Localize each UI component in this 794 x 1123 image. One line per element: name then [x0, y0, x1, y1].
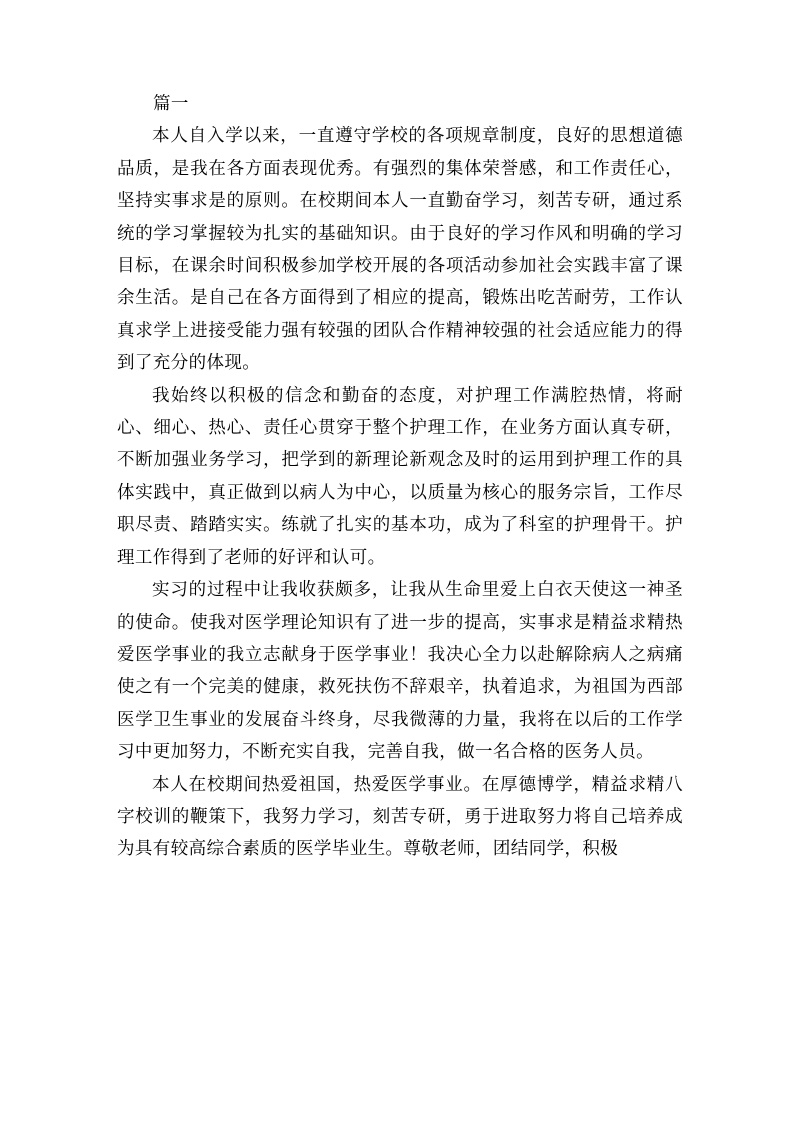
paragraph-4: 本人在校期间热爱祖国，热爱医学事业。在厚德博学，精益求精八字校训的鞭策下，我努力学习，刻苦专研，勇于进取努力将自己培养成为具有较高综合素质的医学毕业生。尊敬老师，团结同学，积极	[117, 774, 683, 860]
paragraph-1: 本人自入学以来，一直遵守学校的各项规章制度，良好的思想道德品质，是我在各方面表现优秀。有强烈的集体荣誉感，和工作责任心，坚持实事求是的原则。在校期间本人一直勤奋学习，刻苦专研，通过系统的学习掌握较为扎实的基础知识。由于良好的学习作风和明确的学习目标，在课余时间积极参加学校开展的各项活动参加社会实践丰富了课余生活。是自己在各方面得到了相应的提高，锻炼出吃苦耐劳，工作认真求学上进接受能力强有较强的团队合作精神较强的社会适应能力的得到了充分的体现。	[117, 126, 683, 374]
paragraph-3: 实习的过程中让我收获颇多，让我从生命里爱上白衣天使这一神圣的使命。使我对医学理论知识有了进一步的提高，实事求是精益求精热爱医学事业的我立志献身于医学事业！我决心全力以赴解除病人之病痛使之有一个完美的健康，救死扶伤不辞艰辛，执着追求，为祖国为西部医学卫生事业的发展奋斗终身，尽我微薄的力量，我将在以后的工作学习中更加努力，不断充实自我，完善自我，做一名合格的医务人员。	[117, 580, 683, 763]
paragraph-2: 我始终以积极的信念和勤奋的态度，对护理工作满腔热情，将耐心、细心、热心、责任心贯穿于整个护理工作，在业务方面认真专研，不断加强业务学习，把学到的新理论新观念及时的运用到护理工作的具体实践中，真正做到以病人为中心，以质量为核心的服务宗旨，工作尽职尽责、踏踏实实。练就了扎实的基本功，成为了科室的护理骨干。护理工作得到了老师的好评和认可。	[117, 385, 683, 568]
section-heading: 篇一	[153, 94, 189, 114]
document-body	[117, 88, 683, 866]
